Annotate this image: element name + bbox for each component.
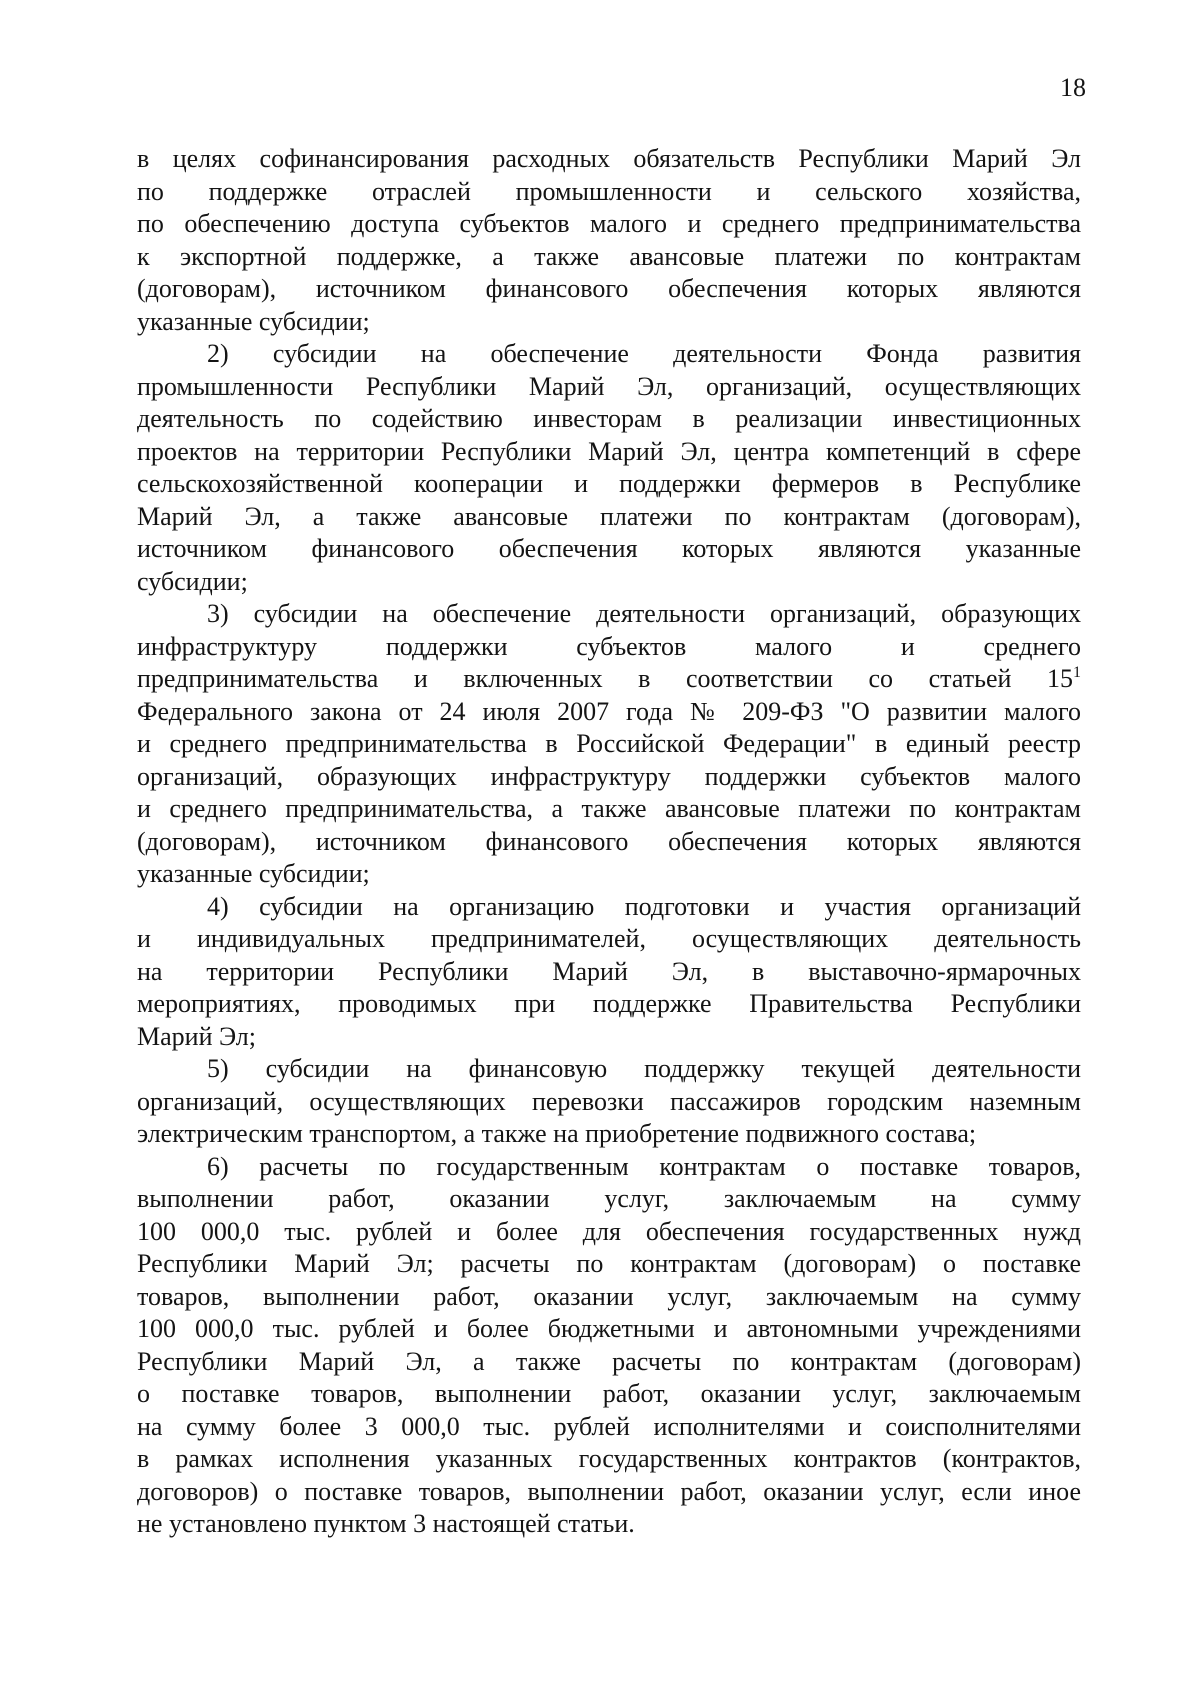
paragraph-2 [137, 338, 1081, 598]
text-line: и среднего предпринимательства в Российской Федерации" в единый реестр [137, 729, 1081, 758]
text-line: к экспортной поддержке, а также авансовые платежи по контрактам [137, 241, 1081, 271]
text-line: в целях софинансирования расходных обязательств Республики Марий Эл [137, 144, 1081, 173]
text-line: по поддержке отраслей промышленности и сельского хозяйства, [137, 176, 1081, 206]
text-line: проектов на территории Республики Марий Эл, центра компетенций в сфере [137, 436, 1081, 466]
text-line: 4) субсидии на организацию подготовки и участия организаций [207, 891, 1081, 921]
text-line: (договорам), источником финансового обеспечения которых являются [137, 274, 1081, 303]
text-line: источником финансового обеспечения которых являются указанные [137, 534, 1081, 563]
text-line: субсидии; [137, 566, 248, 596]
text-line: организаций, образующих инфраструктуру поддержки субъектов малого [137, 761, 1081, 791]
text-line: Республики Марий Эл; расчеты по контрактам (договорам) о поставке [137, 1249, 1081, 1278]
paragraph-1 [137, 143, 1081, 338]
text-line: инфраструктуру поддержки субъектов малого и среднего [137, 631, 1081, 661]
document-body [137, 143, 1081, 1541]
text-line: сельскохозяйственной кооперации и поддержки фермеров в Республике [137, 469, 1081, 498]
text-line: предпринимательства и включенных в соответствии со статьей $15^1$ [137, 664, 1081, 693]
text-line: 5) субсидии на финансовую поддержку текущей деятельности [207, 1054, 1081, 1083]
text-line: 100 000,0 тыс. рублей и более для обеспечения государственных нужд [137, 1216, 1081, 1246]
text-line: договоров) о поставке товаров, выполнении работ, оказании услуг, если иное [137, 1476, 1081, 1506]
text-line: организаций, осуществляющих перевозки пассажиров городским наземным [137, 1086, 1081, 1116]
text-line: указанные субсидии; [137, 306, 370, 336]
text-line: в рамках исполнения указанных государственных контрактов (контрактов, [137, 1444, 1081, 1473]
paragraph-4 [137, 891, 1081, 1054]
text-line: на территории Республики Марий Эл, в выставочно-ярмарочных [137, 956, 1081, 986]
paragraph-6 [137, 1151, 1081, 1541]
text-line: Республики Марий Эл, а также расчеты по контрактам (договорам) [137, 1346, 1081, 1376]
text-line: (договорам), источником финансового обеспечения которых являются [137, 826, 1081, 856]
text-line: Марий Эл, а также авансовые платежи по контрактам (договорам), [137, 501, 1081, 531]
text-line: указанные субсидии; [137, 859, 370, 888]
text-line: Марий Эл; [137, 1021, 257, 1051]
text-line: мероприятиях, проводимых при поддержке Правительства Республики [137, 989, 1081, 1018]
text-line: и среднего предпринимательства, а также авансовые платежи по контрактам [137, 794, 1081, 823]
page-number: 18 [1060, 73, 1086, 102]
text-line: деятельность по содействию инвесторам в реализации инвестиционных [137, 404, 1081, 433]
text-line: 6) расчеты по государственным контрактам о поставке товаров, [207, 1151, 1081, 1181]
text-line: электрическим транспортом, а также на приобретение подвижного состава; [137, 1119, 977, 1148]
text-line: 2) субсидии на обеспечение деятельности Фонда развития [207, 339, 1081, 368]
text-line: 3) субсидии на обеспечение деятельности организаций, образующих [207, 599, 1081, 628]
text-line: товаров, выполнении работ, оказании услуг, заключаемым на сумму [137, 1281, 1081, 1311]
text-line: по обеспечению доступа субъектов малого и среднего предпринимательства [137, 209, 1081, 238]
text-line: не установлено пунктом 3 настоящей статьи. [137, 1509, 635, 1538]
text-line: промышленности Республики Марий Эл, организаций, осуществляющих [137, 371, 1081, 401]
text-line: выполнении работ, оказании услуг, заключаемым на сумму [137, 1184, 1081, 1213]
paragraph-3 [137, 598, 1081, 891]
text-line: о поставке товаров, выполнении работ, оказании услуг, заключаемым [137, 1379, 1081, 1408]
text-line: Федерального закона от 24 июля 2007 года № 209-ФЗ "О развитии малого [137, 696, 1081, 726]
footnote-superscript: 1 [1073, 664, 1081, 681]
text-line: на сумму более 3 000,0 тыс. рублей исполнителями и соисполнителями [137, 1411, 1081, 1441]
paragraph-5 [137, 1053, 1081, 1151]
text-line: и индивидуальных предпринимателей, осуществляющих деятельность [137, 924, 1081, 953]
text-line: 100 000,0 тыс. рублей и более бюджетными и автономными учреждениями [137, 1314, 1081, 1343]
